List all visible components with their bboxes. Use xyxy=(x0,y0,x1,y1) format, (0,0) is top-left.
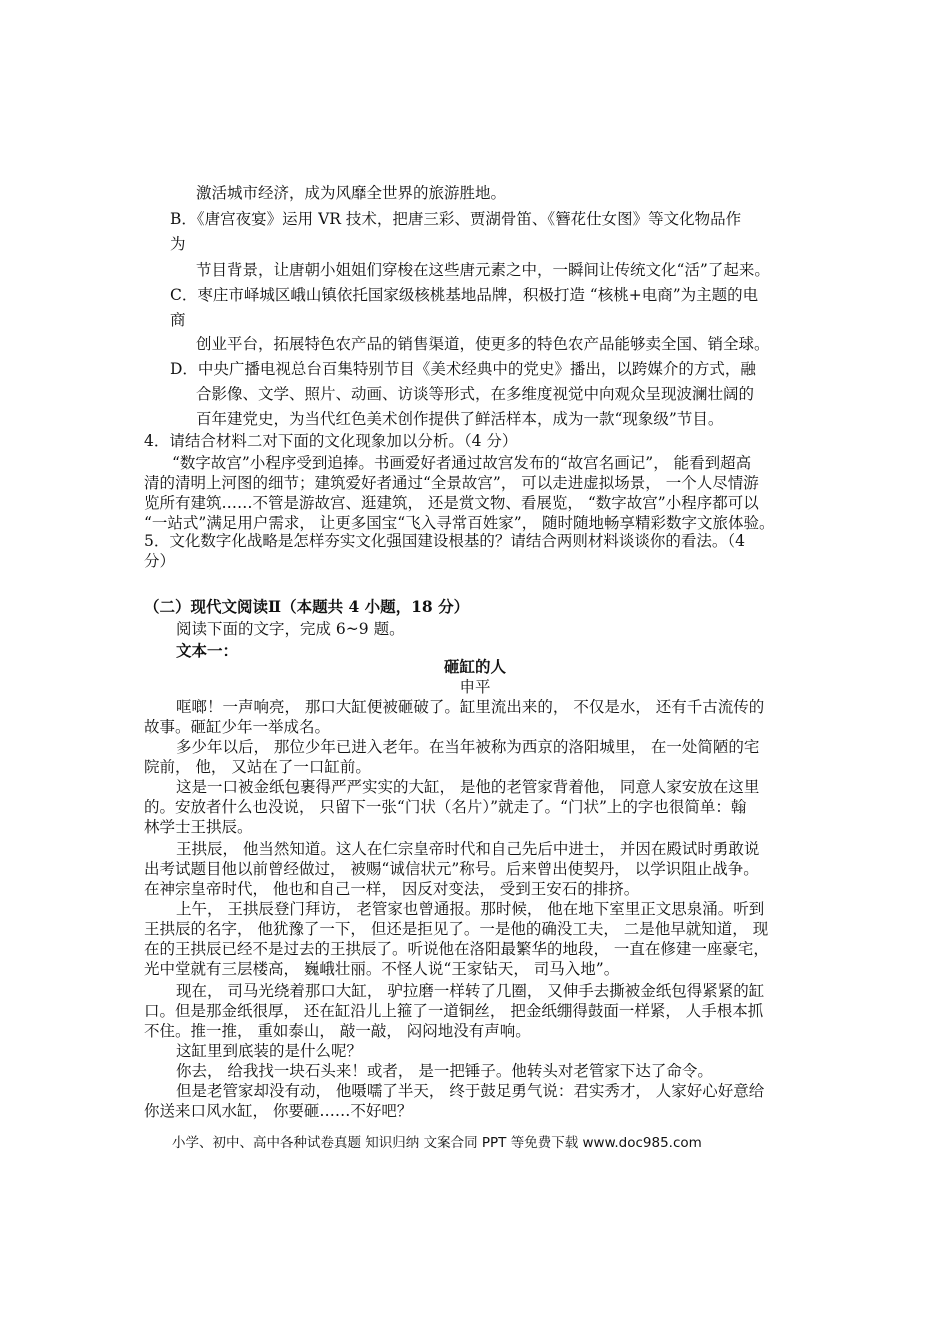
text-label: 文本一： xyxy=(176,641,239,660)
story-line: 故事。砸缸少年一举成名。 xyxy=(144,718,331,736)
q4-passage-line: 览所有建筑……不管是游故宫、逛建筑， 还是赏文物、看展览， “数字故宫”小程序都可以 xyxy=(144,494,759,512)
option-b-line1: B．《唐宫夜宴》运用 VR 技术，把唐三彩、贾湖骨笛、《簪花仕女图》等文化物品作 xyxy=(170,210,742,228)
q4-passage-line: “一站式”满足用户需求， 让更多国宝“飞入寻常百姓家”， 随时随地畅享精彩数字文旅体验。 xyxy=(144,514,775,532)
story-line: 的。安放者什么也没说， 只留下一张“门状（名片）”就走了。“门状”上的字也很简单：翰 xyxy=(144,798,747,816)
option-a-continuation: 激活城市经济，成为风靡全世界的旅游胜地。 xyxy=(196,184,507,202)
story-line: 王拱辰， 他当然知道。这人在仁宗皇帝时代和自己先后中进士， 并因在殿试时勇敢说 xyxy=(176,840,760,858)
option-d-line1: D．中央广播电视总台百集特别节目《美术经典中的党史》播出，以跨媒介的方式，融 xyxy=(170,360,756,378)
option-c-wrap: 商 xyxy=(170,311,186,329)
question-5-line1: 5．文化数字化战略是怎样夯实文化强国建设根基的？请结合两则材料谈谈你的看法。（4 xyxy=(144,532,745,550)
question-4: 4．请结合材料二对下面的文化现象加以分析。（4 分） xyxy=(144,432,518,450)
story-line: 在神宗皇帝时代， 他也和自己一样， 因反对变法， 受到王安石的排挤。 xyxy=(144,880,640,898)
story-line: 这是一口被金纸包裹得严严实实的大缸， 是他的老管家背着他， 同意人家安放在这里 xyxy=(176,778,760,796)
q4-passage-line: 清的清明上河图的细节；建筑爱好者通过“全景故宫”， 可以走进虚拟场景， 一个人尽情游 xyxy=(144,474,759,492)
page-footer: 小学、初中、高中各种试卷真题 知识归纳 文案合同 PPT 等免费下载 www.doc985.com xyxy=(172,1135,702,1151)
section-instruction: 阅读下面的文字，完成 6~9 题。 xyxy=(176,620,405,638)
q4-passage-line: “数字故宫”小程序受到追捧。书画爱好者通过故宫发布的“故宫名画记”， 能看到超高 xyxy=(172,454,752,472)
story-line: 出考试题目他以前曾经做过， 被赐“诚信状元”称号。后来曾出使契丹， 以学识阻止战争。 xyxy=(144,860,759,878)
story-line: 现在， 司马光绕着那口大缸， 驴拉磨一样转了几圈， 又伸手去撕被金纸包得紧紧的缸 xyxy=(176,982,765,1000)
option-c-line2: 创业平台，拓展特色农产品的销售渠道，使更多的特色农产品能够卖全国、销全球。 xyxy=(196,335,770,353)
story-line: 光中堂就有三层楼高， 巍峨壮丽。不怪人说“王家钻天， 司马入地”。 xyxy=(144,960,620,978)
story-line: 但是老管家却没有动， 他嗫嚅了半天， 终于鼓足勇气说：君实秀才， 人家好心好意给 xyxy=(176,1082,765,1100)
story-line: 王拱辰的名字， 他犹豫了一下， 但还是拒见了。一是他的确没工夫， 二是他早就知道， 现 xyxy=(144,920,769,938)
question-5-line2: 分） xyxy=(144,552,176,570)
story-title: 砸缸的人 xyxy=(443,657,506,676)
section-heading: （二）现代文阅读Ⅱ（本题共 4 小题，18 分） xyxy=(144,597,470,616)
story-line: 这缸里到底装的是什么呢？ xyxy=(176,1042,363,1060)
story-line: 你去， 给我找一块石头来！或者， 是一把锤子。他转头对老管家下达了命令。 xyxy=(176,1062,713,1080)
story-line: 口。但是那金纸很厚， 还在缸沿儿上箍了一道铜丝， 把金纸绷得鼓面一样紧， 人手根本抓 xyxy=(144,1002,764,1020)
option-d-line3: 百年建党史，为当代红色美术创作提供了鲜活样本，成为一款“现象级”节目。 xyxy=(196,410,724,428)
story-line: 多少年以后， 那位少年已进入老年。在当年被称为西京的洛阳城里， 在一处简陋的宅 xyxy=(176,738,760,756)
story-line: 上午， 王拱辰登门拜访， 老管家也曾通报。那时候， 他在地下室里正文思泉涌。听到 xyxy=(176,900,765,918)
story-line: 你送来口风水缸， 你要砸……不好吧？ xyxy=(144,1102,413,1120)
story-line: 在的王拱辰已经不是过去的王拱辰了。听说他在洛阳最繁华的地段， 一直在修建一座豪宅， xyxy=(144,940,769,958)
story-line: 院前， 他， 又站在了一口缸前。 xyxy=(144,758,371,776)
option-c-line1: C．枣庄市峄城区峨山镇依托国家级核桃基地品牌，积极打造 “核桃+电商”为主题的电 xyxy=(170,286,759,304)
option-d-line2: 合影像、文学、照片、动画、访谈等形式，在多维度视觉中向观众呈现波澜壮阔的 xyxy=(196,385,755,403)
option-b-line2: 节目背景，让唐朝小姐姐们穿梭在这些唐元素之中，一瞬间让传统文化“活”了起来。 xyxy=(196,261,770,279)
story-line: 哐啷！一声响亮， 那口大缸便被砸破了。缸里流出来的， 不仅是水， 还有千古流传的 xyxy=(176,698,765,716)
story-line: 林学士王拱辰。 xyxy=(144,818,253,836)
story-author: 申平 xyxy=(459,678,491,696)
story-line: 不住。推一推， 重如泰山， 敲一敲， 闷闷地没有声响。 xyxy=(144,1022,531,1040)
option-b-wrap: 为 xyxy=(170,235,186,253)
